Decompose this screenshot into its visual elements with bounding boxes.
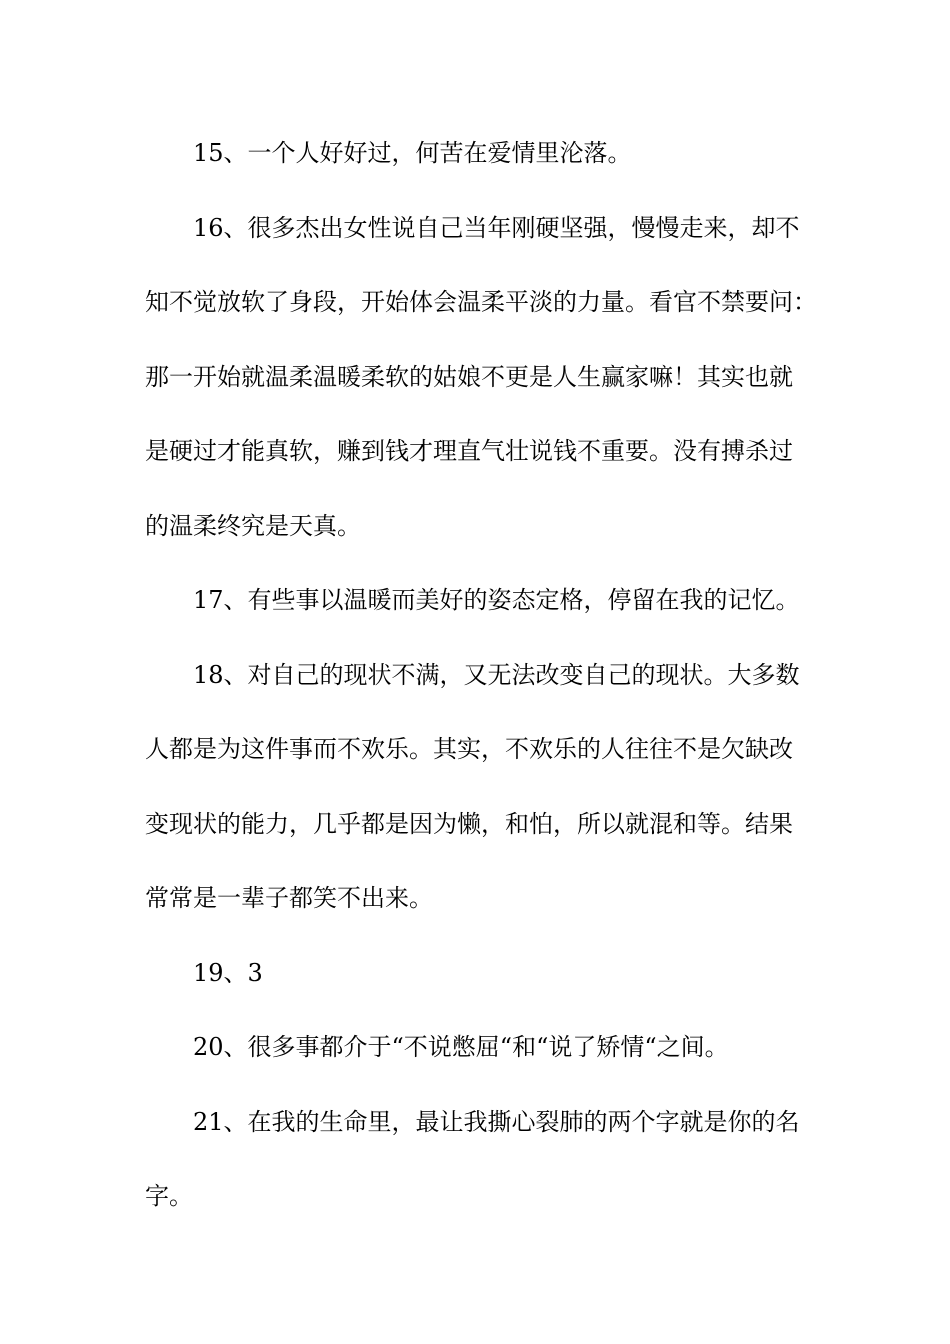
paragraph-15 — [145, 126, 810, 201]
paragraph-line: 人都是为这件事而不欢乐。其实，不欢乐的人往往不是欠缺改 — [145, 735, 793, 763]
paragraph-line: 知不觉放软了身段，开始体会温柔平淡的力量。看官不禁要问： — [145, 288, 817, 316]
paragraph-line: 15、一个人好好过，何苦在爱情里沦落。 — [193, 139, 632, 167]
paragraph-line: 是硬过才能真软，赚到钱才理直气壮说钱不重要。没有搏杀过 — [145, 437, 793, 465]
document-body — [145, 126, 817, 1244]
paragraph-17 — [145, 573, 810, 648]
paragraph-line: 18、对自己的现状不满，又无法改变自己的现状。大多数 — [193, 660, 800, 689]
paragraph-21 — [145, 1095, 810, 1244]
paragraph-line: 常常是一辈子都笑不出来。 — [145, 884, 433, 912]
paragraph-line: 17、有些事以温暖而美好的姿态定格，停留在我的记忆。 — [193, 586, 800, 614]
paragraph-19 — [145, 946, 810, 1021]
paragraph-line: 20、很多事都介于“不说憋屈“和“说了矫情“之间。 — [193, 1033, 729, 1061]
paragraph-line: 的温柔终究是天真。 — [145, 511, 361, 540]
paragraph-line: 变现状的能力，几乎都是因为懒，和怕，所以就混和等。结果 — [145, 809, 793, 838]
paragraph-line: 那一开始就温柔温暖柔软的姑娘不更是人生赢家嘛！其实也就 — [145, 362, 793, 391]
paragraph-line: 字。 — [145, 1182, 193, 1210]
paragraph-18 — [145, 648, 810, 946]
paragraph-20 — [145, 1020, 810, 1095]
paragraph-16 — [145, 201, 817, 574]
paragraph-line: 19、3 — [193, 958, 263, 987]
paragraph-line: 21、在我的生命里，最让我撕心裂肺的两个字就是你的名 — [193, 1107, 800, 1136]
paragraph-line: 16、很多杰出女性说自己当年刚硬坚强，慢慢走来，却不 — [193, 213, 800, 242]
